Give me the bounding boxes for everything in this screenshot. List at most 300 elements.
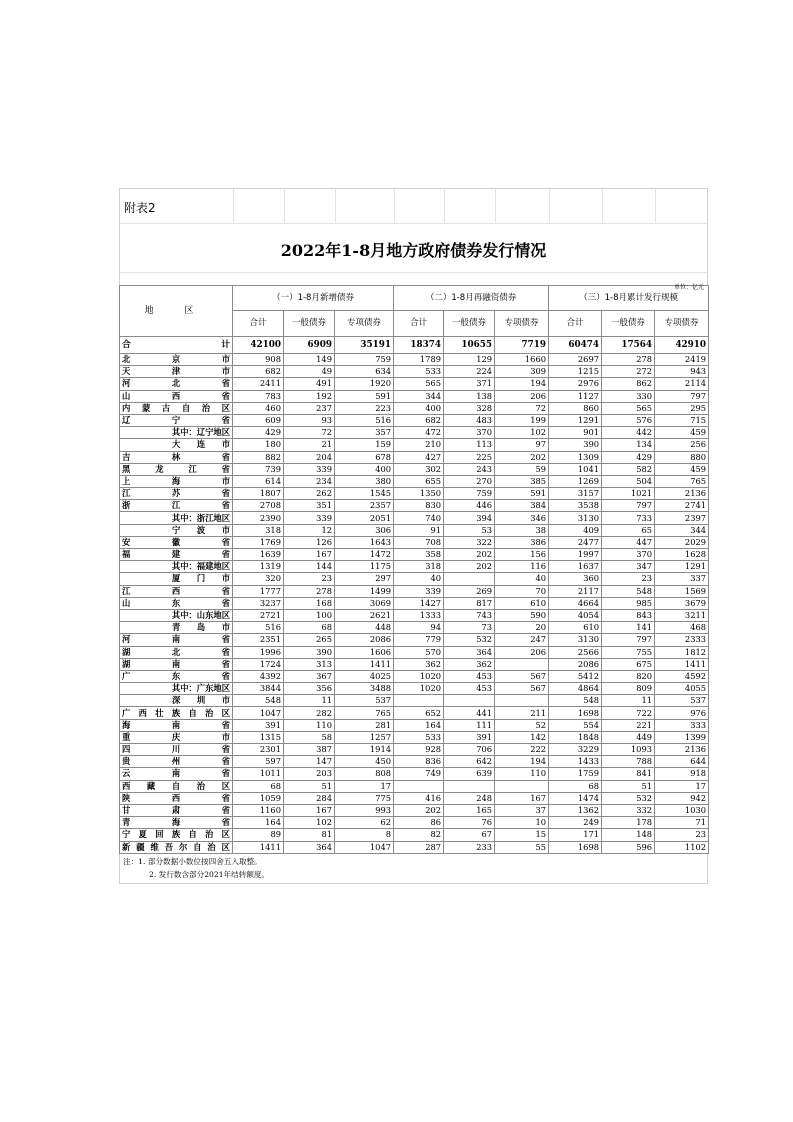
value-cell: 755 <box>602 646 655 658</box>
value-cell: 206 <box>495 646 549 658</box>
value-cell: 126 <box>284 536 335 548</box>
value-cell: 453 <box>444 670 495 682</box>
value-cell: 1020 <box>394 670 444 682</box>
value-cell: 820 <box>602 670 655 682</box>
value-cell: 644 <box>655 756 709 768</box>
table-title: 2022年1-8月地方政府债券发行情况 <box>280 241 547 260</box>
region-name-cell <box>120 573 233 585</box>
value-cell: 554 <box>549 719 602 731</box>
sub-header: 合计 <box>233 311 284 337</box>
value-cell: 58 <box>284 731 335 743</box>
region-name-cell <box>120 366 233 378</box>
value-cell: 156 <box>495 549 549 561</box>
value-cell: 67 <box>444 829 495 841</box>
value-cell: 364 <box>444 646 495 658</box>
region-name: 北 京 市 <box>122 354 230 365</box>
value-cell: 472 <box>394 427 444 439</box>
value-cell: 81 <box>284 829 335 841</box>
value-cell: 72 <box>495 402 549 414</box>
value-cell: 1639 <box>233 549 284 561</box>
value-cell: 2086 <box>335 634 394 646</box>
value-cell: 416 <box>394 792 444 804</box>
value-cell: 516 <box>335 414 394 426</box>
value-cell: 225 <box>444 451 495 463</box>
value-cell: 202 <box>394 804 444 816</box>
region-name-cell <box>120 597 233 609</box>
table-row <box>120 622 709 634</box>
region-name: 吉 林 省 <box>122 451 230 462</box>
value-cell: 582 <box>602 463 655 475</box>
value-cell: 4664 <box>549 597 602 609</box>
value-cell: 71 <box>655 817 709 829</box>
sub-header: 一般债券 <box>602 311 655 337</box>
region-name-cell <box>120 354 233 366</box>
value-cell: 134 <box>602 439 655 451</box>
value-cell: 256 <box>655 439 709 451</box>
value-cell: 1102 <box>655 841 709 853</box>
region-name: 浙 江 省 <box>122 500 230 511</box>
value-cell: 272 <box>602 366 655 378</box>
value-cell: 993 <box>335 804 394 816</box>
value-cell: 1660 <box>495 354 549 366</box>
value-cell: 332 <box>602 804 655 816</box>
table-row <box>120 451 709 463</box>
region-name: 四 川 省 <box>122 744 230 755</box>
value-cell: 733 <box>602 512 655 524</box>
region-name-cell <box>120 658 233 670</box>
total-cell: 7719 <box>495 337 549 354</box>
value-cell: 144 <box>284 561 335 573</box>
value-cell: 610 <box>495 597 549 609</box>
value-cell <box>495 695 549 707</box>
table-row <box>120 670 709 682</box>
value-cell: 928 <box>394 744 444 756</box>
value-cell: 362 <box>444 658 495 670</box>
value-cell: 2419 <box>655 354 709 366</box>
table-row <box>120 500 709 512</box>
value-cell: 72 <box>284 427 335 439</box>
region-name-cell <box>120 670 233 682</box>
table-row <box>120 427 709 439</box>
table-row <box>120 524 709 536</box>
value-cell: 1474 <box>549 792 602 804</box>
value-cell: 4592 <box>655 670 709 682</box>
value-cell: 642 <box>444 756 495 768</box>
value-cell: 269 <box>444 585 495 597</box>
region-name: 江 西 省 <box>122 585 230 596</box>
value-cell: 797 <box>655 390 709 402</box>
value-cell: 809 <box>602 683 655 695</box>
region-name-cell <box>120 768 233 780</box>
region-name: 黑 龙 江 省 <box>122 463 230 474</box>
value-cell: 1093 <box>602 744 655 756</box>
value-cell: 1789 <box>394 354 444 366</box>
value-cell: 1047 <box>335 841 394 853</box>
value-cell: 533 <box>394 731 444 743</box>
value-cell: 788 <box>602 756 655 768</box>
sub-header: 一般债券 <box>284 311 335 337</box>
value-cell: 141 <box>602 622 655 634</box>
value-cell: 210 <box>394 439 444 451</box>
table-row <box>120 744 709 756</box>
region-name: 新 疆 维 吾 尔 自 治 区 <box>122 841 230 852</box>
value-cell: 344 <box>394 390 444 402</box>
total-label: 合 计 <box>122 339 230 350</box>
table-row <box>120 366 709 378</box>
value-cell: 17 <box>335 780 394 792</box>
value-cell: 775 <box>335 792 394 804</box>
value-cell: 1020 <box>394 683 444 695</box>
value-cell: 3237 <box>233 597 284 609</box>
value-cell: 164 <box>394 719 444 731</box>
value-cell: 1759 <box>549 768 602 780</box>
table-row <box>120 780 709 792</box>
value-cell: 532 <box>602 792 655 804</box>
region-name: 重 庆 市 <box>122 731 230 742</box>
value-cell: 100 <box>284 609 335 621</box>
region-name: 湖 北 省 <box>122 646 230 657</box>
region-name: 厦 门 市 <box>172 573 230 584</box>
value-cell: 167 <box>495 792 549 804</box>
grid-line <box>394 189 395 223</box>
table-row <box>120 573 709 585</box>
value-cell: 1433 <box>549 756 602 768</box>
value-cell: 675 <box>602 658 655 670</box>
value-cell: 901 <box>549 427 602 439</box>
region-name-cell <box>120 634 233 646</box>
value-cell: 385 <box>495 475 549 487</box>
value-cell: 337 <box>655 573 709 585</box>
value-cell: 167 <box>284 804 335 816</box>
value-cell: 1637 <box>549 561 602 573</box>
value-cell: 1215 <box>549 366 602 378</box>
region-name-cell <box>120 378 233 390</box>
value-cell: 362 <box>394 658 444 670</box>
region-name-cell <box>120 817 233 829</box>
region-name-cell <box>120 512 233 524</box>
table-row <box>120 597 709 609</box>
value-cell: 759 <box>444 488 495 500</box>
value-cell: 591 <box>495 488 549 500</box>
table-row <box>120 536 709 548</box>
value-cell: 1545 <box>335 488 394 500</box>
table-row <box>120 829 709 841</box>
unit-label: 单位：亿元 <box>673 284 704 291</box>
value-cell: 1807 <box>233 488 284 500</box>
table-row <box>120 512 709 524</box>
value-cell: 2697 <box>549 354 602 366</box>
value-cell: 318 <box>394 561 444 573</box>
total-cell: 42910 <box>655 337 709 354</box>
value-cell: 2351 <box>233 634 284 646</box>
value-cell: 596 <box>602 841 655 853</box>
value-cell: 1333 <box>394 609 444 621</box>
region-name-cell <box>120 695 233 707</box>
value-cell: 797 <box>602 500 655 512</box>
value-cell: 284 <box>284 792 335 804</box>
value-cell: 3538 <box>549 500 602 512</box>
value-cell: 23 <box>602 573 655 585</box>
value-cell: 843 <box>602 609 655 621</box>
value-cell: 1257 <box>335 731 394 743</box>
value-cell: 862 <box>602 378 655 390</box>
region-name: 其中：辽宁地区 <box>171 427 230 438</box>
value-cell: 1411 <box>335 658 394 670</box>
value-cell: 678 <box>335 451 394 463</box>
value-cell: 1606 <box>335 646 394 658</box>
value-cell: 985 <box>602 597 655 609</box>
value-cell: 1569 <box>655 585 709 597</box>
value-cell: 221 <box>602 719 655 731</box>
value-cell: 302 <box>394 463 444 475</box>
region-name-cell <box>120 646 233 658</box>
value-cell: 1698 <box>549 841 602 853</box>
value-cell: 1399 <box>655 731 709 743</box>
value-cell: 37 <box>495 804 549 816</box>
value-cell: 682 <box>394 414 444 426</box>
value-cell <box>394 695 444 707</box>
value-cell: 830 <box>394 500 444 512</box>
value-cell: 164 <box>233 817 284 829</box>
value-cell: 194 <box>495 378 549 390</box>
total-cell: 17564 <box>602 337 655 354</box>
total-row <box>120 337 709 354</box>
value-cell: 11 <box>602 695 655 707</box>
value-cell: 429 <box>233 427 284 439</box>
value-cell: 386 <box>495 536 549 548</box>
value-cell: 565 <box>394 378 444 390</box>
region-name: 内 蒙 古 自 治 区 <box>122 402 230 413</box>
value-cell: 1769 <box>233 536 284 548</box>
value-cell: 808 <box>335 768 394 780</box>
region-name: 辽 宁 省 <box>122 415 230 426</box>
value-cell: 3211 <box>655 609 709 621</box>
value-cell: 1127 <box>549 390 602 402</box>
value-cell: 367 <box>284 670 335 682</box>
value-cell: 759 <box>335 354 394 366</box>
value-cell: 306 <box>335 524 394 536</box>
region-name: 福 建 省 <box>122 549 230 560</box>
value-cell: 89 <box>233 829 284 841</box>
value-cell: 357 <box>335 427 394 439</box>
value-cell: 446 <box>444 500 495 512</box>
value-cell: 23 <box>284 573 335 585</box>
value-cell: 52 <box>495 719 549 731</box>
region-name-cell <box>120 500 233 512</box>
value-cell: 532 <box>444 634 495 646</box>
table-row <box>120 390 709 402</box>
value-cell: 779 <box>394 634 444 646</box>
value-cell: 708 <box>394 536 444 548</box>
table-row <box>120 658 709 670</box>
table-row <box>120 756 709 768</box>
sub-header: 专项债券 <box>655 311 709 337</box>
value-cell: 516 <box>233 622 284 634</box>
region-name-cell <box>120 524 233 536</box>
region-name-cell <box>120 414 233 426</box>
bond-issuance-table <box>119 285 709 854</box>
value-cell: 55 <box>495 841 549 853</box>
value-cell: 1059 <box>233 792 284 804</box>
table-row <box>120 731 709 743</box>
value-cell: 567 <box>495 670 549 682</box>
value-cell: 1411 <box>655 658 709 670</box>
value-cell: 110 <box>495 768 549 780</box>
value-cell: 159 <box>335 439 394 451</box>
value-cell: 836 <box>394 756 444 768</box>
value-cell: 943 <box>655 366 709 378</box>
value-cell: 391 <box>444 731 495 743</box>
value-cell: 211 <box>495 707 549 719</box>
region-name: 西 藏 自 治 区 <box>122 780 230 791</box>
sub-header: 一般债券 <box>444 311 495 337</box>
region-name-cell <box>120 488 233 500</box>
value-cell: 384 <box>495 500 549 512</box>
region-name-cell <box>120 475 233 487</box>
value-cell: 102 <box>284 817 335 829</box>
value-cell: 429 <box>602 451 655 463</box>
value-cell: 504 <box>602 475 655 487</box>
value-cell: 202 <box>444 549 495 561</box>
value-cell: 237 <box>284 402 335 414</box>
value-cell: 68 <box>549 780 602 792</box>
value-cell: 94 <box>394 622 444 634</box>
value-cell: 1724 <box>233 658 284 670</box>
value-cell: 370 <box>602 549 655 561</box>
region-name-cell <box>120 585 233 597</box>
region-name: 山 西 省 <box>122 390 230 401</box>
value-cell: 339 <box>394 585 444 597</box>
value-cell: 483 <box>444 414 495 426</box>
region-name-cell <box>120 427 233 439</box>
value-cell: 344 <box>655 524 709 536</box>
value-cell: 2741 <box>655 500 709 512</box>
value-cell: 2086 <box>549 658 602 670</box>
region-name: 其中：浙江地区 <box>171 512 230 523</box>
value-cell: 68 <box>284 622 335 634</box>
value-cell: 655 <box>394 475 444 487</box>
table-row <box>120 804 709 816</box>
value-cell: 2390 <box>233 512 284 524</box>
value-cell: 12 <box>284 524 335 536</box>
value-cell <box>394 780 444 792</box>
sub-header: 专项债券 <box>495 311 549 337</box>
value-cell: 149 <box>284 354 335 366</box>
value-cell: 1914 <box>335 744 394 756</box>
value-cell: 390 <box>284 646 335 658</box>
value-cell: 548 <box>602 585 655 597</box>
value-cell: 390 <box>549 439 602 451</box>
value-cell: 453 <box>444 683 495 695</box>
region-name-cell <box>120 780 233 792</box>
value-cell: 224 <box>444 366 495 378</box>
figure-label-row <box>120 189 707 223</box>
group-header-refinance: （二）1-8月再融资债券 <box>394 286 549 311</box>
value-cell: 5412 <box>549 670 602 682</box>
value-cell: 2136 <box>655 488 709 500</box>
value-cell: 328 <box>444 402 495 414</box>
table-row <box>120 841 709 853</box>
value-cell: 918 <box>655 768 709 780</box>
value-cell: 346 <box>495 512 549 524</box>
value-cell: 97 <box>495 439 549 451</box>
notes <box>119 854 708 884</box>
value-cell: 2357 <box>335 500 394 512</box>
unit-row <box>120 272 707 291</box>
value-cell: 591 <box>335 390 394 402</box>
value-cell: 356 <box>284 683 335 695</box>
grid-line <box>444 189 445 223</box>
value-cell: 1021 <box>602 488 655 500</box>
table-row <box>120 414 709 426</box>
region-name-cell <box>120 609 233 621</box>
value-cell: 247 <box>495 634 549 646</box>
table-row <box>120 463 709 475</box>
region-name: 云 南 省 <box>122 768 230 779</box>
value-cell: 278 <box>602 354 655 366</box>
region-name: 广 东 省 <box>122 670 230 681</box>
region-name: 山 东 省 <box>122 597 230 608</box>
region-name-cell <box>120 756 233 768</box>
value-cell: 364 <box>284 841 335 853</box>
region-name-cell <box>120 451 233 463</box>
value-cell: 248 <box>444 792 495 804</box>
value-cell: 447 <box>602 536 655 548</box>
value-cell: 880 <box>655 451 709 463</box>
value-cell: 765 <box>655 475 709 487</box>
table-row <box>120 609 709 621</box>
value-cell: 460 <box>233 402 284 414</box>
value-cell: 783 <box>233 390 284 402</box>
region-name-cell <box>120 744 233 756</box>
value-cell: 40 <box>495 573 549 585</box>
table-row <box>120 683 709 695</box>
value-cell <box>495 658 549 670</box>
region-name: 河 南 省 <box>122 634 230 645</box>
value-cell: 270 <box>444 475 495 487</box>
region-name: 上 海 市 <box>122 475 230 486</box>
value-cell: 2721 <box>233 609 284 621</box>
value-cell: 976 <box>655 707 709 719</box>
region-name: 青 海 省 <box>122 817 230 828</box>
value-cell: 491 <box>284 378 335 390</box>
value-cell: 2051 <box>335 512 394 524</box>
value-cell: 53 <box>444 524 495 536</box>
value-cell: 62 <box>335 817 394 829</box>
value-cell: 82 <box>394 829 444 841</box>
value-cell: 4055 <box>655 683 709 695</box>
region-name-cell <box>120 792 233 804</box>
value-cell: 204 <box>284 451 335 463</box>
value-cell: 1362 <box>549 804 602 816</box>
region-name: 河 北 省 <box>122 378 230 389</box>
table-row <box>120 439 709 451</box>
region-name: 江 苏 省 <box>122 488 230 499</box>
value-cell: 1411 <box>233 841 284 853</box>
value-cell: 148 <box>602 829 655 841</box>
sheet-header-area <box>119 188 708 291</box>
value-cell: 180 <box>233 439 284 451</box>
value-cell: 391 <box>233 719 284 731</box>
value-cell: 4025 <box>335 670 394 682</box>
value-cell: 2621 <box>335 609 394 621</box>
value-cell: 171 <box>549 829 602 841</box>
value-cell: 282 <box>284 707 335 719</box>
value-cell: 102 <box>495 427 549 439</box>
region-name-cell <box>120 622 233 634</box>
value-cell: 743 <box>444 609 495 621</box>
value-cell: 609 <box>233 414 284 426</box>
